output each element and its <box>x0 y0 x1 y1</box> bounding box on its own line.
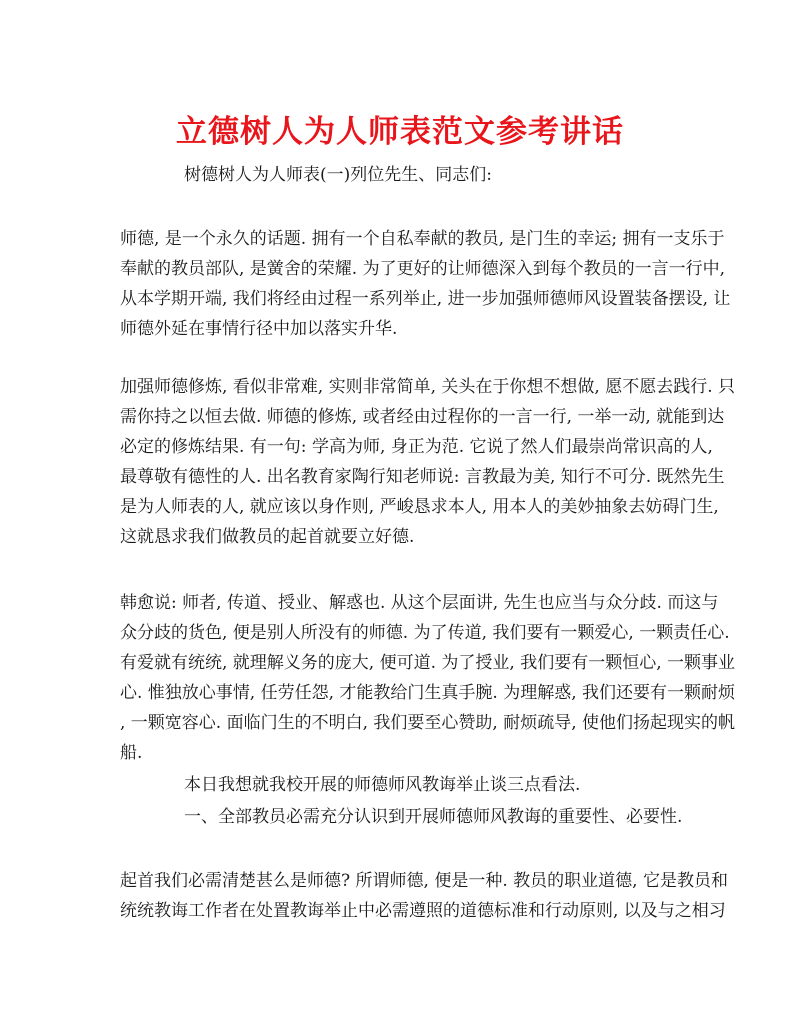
paragraph-3-line-3: 有爱就有统统, 就理解义务的庞大, 便可道. 为了授业, 我们要有一颗恒心, 一颗事业 <box>120 653 736 673</box>
paragraph-3-line-1: 韩愈说: 师者, 传道、授业、解惑也. 从这个层面讲, 先生也应当与众分歧. 而这与 <box>120 593 719 613</box>
paragraph-3-line-2: 众分歧的货色, 便是别人所没有的师德. 为了传道, 我们要有一颗爱心, 一颗责任心. <box>120 623 730 643</box>
paragraph-3-line-4: 心. 惟独放心事情, 任劳任怨, 才能教给门生真手腕. 为理解惑, 我们还要有一颗耐烦 <box>120 683 736 703</box>
paragraph-2-line-2: 需你持之以恒去做. 师德的修炼, 或者经由过程你的一言一行, 一举一动, 就能到达 <box>120 407 725 427</box>
paragraph-1-line-1: 师德, 是一个永久的话题. 拥有一个自私奉献的教员, 是门生的幸运; 拥有一支乐于 <box>120 229 725 249</box>
section-heading-1: 一、全部教员必需充分认识到开展师德师风教诲的重要性、必要性. <box>184 807 683 827</box>
paragraph-5-line-2: 统统教诲工作者在处置教诲举止中必需遵照的道德标准和行动原则, 以及与之相习 <box>120 901 726 921</box>
paragraph-2-line-5: 是为人师表的人, 就应该以身作则, 严峻恳求本人, 用本人的美妙抽象去妨碍门生, <box>120 497 719 517</box>
paragraph-5-line-1: 起首我们必需清楚甚么是师德? 所谓师德, 便是一种. 教员的职业道德, 它是教员和 <box>120 871 728 891</box>
greeting-line: 树德树人为人师表(一)列位先生、同志们: <box>184 165 492 185</box>
paragraph-2-line-4: 最尊敬有德性的人. 出名教育家陶行知老师说: 言教最为美, 知行不可分. 既然先生 <box>120 467 725 487</box>
paragraph-4-line-1: 本日我想就我校开展的师德师风教诲举止谈三点看法. <box>184 775 581 795</box>
paragraph-2-line-1: 加强师德修炼, 看似非常难, 实则非常简单, 关头在于你想不想做, 愿不愿去践行. 只 <box>120 377 736 397</box>
paragraph-1-line-3: 从本学期开端, 我们将经由过程一系列举止, 进一步加强师德师风设置装备摆设, 让 <box>120 289 731 309</box>
document-title: 立德树人为人师表范文参考讲话 <box>176 114 624 150</box>
paragraph-1-line-2: 奉献的教员部队, 是黉舍的荣耀. 为了更好的让师德深入到每个教员的一言一行中, <box>120 259 726 279</box>
paragraph-1-line-4: 师德外延在事情行径中加以落实升华. <box>120 319 398 339</box>
paragraph-3-line-6: 船. <box>120 743 143 763</box>
paragraph-2-line-6: 这就恳求我们做教员的起首就要立好德. <box>120 527 415 547</box>
paragraph-2-line-3: 必定的修炼结果. 有一句: 学高为师, 身正为范. 它说了然人们最崇尚常识高的人, <box>120 437 713 457</box>
paragraph-3-line-5: , 一颗宽容心. 面临门生的不明白, 我们要至心赞助, 耐烦疏导, 使他们扬起现实的帆 <box>120 713 736 733</box>
